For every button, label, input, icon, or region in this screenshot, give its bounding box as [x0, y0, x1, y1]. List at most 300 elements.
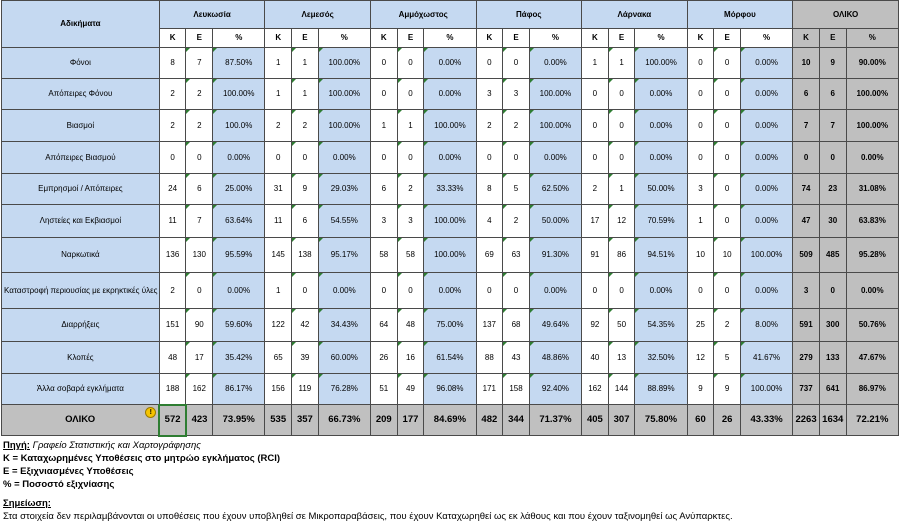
- registered-cell[interactable]: 0: [582, 110, 609, 142]
- solved-cell[interactable]: 133: [819, 342, 846, 374]
- registered-cell[interactable]: 25: [687, 309, 714, 342]
- solved-cell[interactable]: 3: [503, 79, 530, 110]
- registered-cell[interactable]: 64: [370, 309, 397, 342]
- solved-cell[interactable]: 0: [714, 110, 741, 142]
- registered-cell[interactable]: 3: [687, 174, 714, 205]
- percent-cell[interactable]: 90.00%: [846, 48, 898, 79]
- solved-cell[interactable]: 0: [819, 142, 846, 174]
- solved-cell[interactable]: 130: [186, 238, 213, 273]
- city-header-larnaca[interactable]: Λάρνακα: [582, 1, 688, 29]
- percent-cell[interactable]: 32.50%: [635, 342, 687, 374]
- registered-cell[interactable]: 48: [159, 342, 186, 374]
- solved-cell[interactable]: 0: [608, 142, 635, 174]
- solved-cell[interactable]: 0: [714, 79, 741, 110]
- registered-cell[interactable]: 0: [687, 142, 714, 174]
- total-percent-cell[interactable]: 72.21%: [846, 405, 898, 436]
- warning-icon[interactable]: !: [145, 407, 156, 418]
- registered-cell[interactable]: 8: [159, 48, 186, 79]
- registered-cell[interactable]: 0: [370, 273, 397, 309]
- percent-cell[interactable]: 0.00%: [318, 142, 370, 174]
- total-count-cell[interactable]: 344: [503, 405, 530, 436]
- percent-cell[interactable]: 76.28%: [318, 374, 370, 405]
- solved-cell[interactable]: 0: [714, 142, 741, 174]
- registered-cell[interactable]: 0: [687, 273, 714, 309]
- registered-cell[interactable]: 92: [582, 309, 609, 342]
- solved-cell[interactable]: 5: [503, 174, 530, 205]
- solved-cell[interactable]: 30: [819, 205, 846, 238]
- solved-cell[interactable]: 485: [819, 238, 846, 273]
- percent-cell[interactable]: 100.00%: [529, 110, 581, 142]
- solved-cell[interactable]: 1: [608, 174, 635, 205]
- percent-cell[interactable]: 0.00%: [741, 174, 793, 205]
- percent-cell[interactable]: 0.00%: [424, 273, 476, 309]
- total-label[interactable]: [2, 405, 160, 436]
- percent-cell[interactable]: 61.54%: [424, 342, 476, 374]
- total-count-cell[interactable]: 357: [292, 405, 319, 436]
- solved-cell[interactable]: 0: [608, 273, 635, 309]
- subheader-percent[interactable]: %: [741, 29, 793, 48]
- solved-cell[interactable]: 42: [292, 309, 319, 342]
- crime-label[interactable]: Κλοπές: [2, 342, 160, 374]
- crime-label[interactable]: Απόπειρες Βιασμού: [2, 142, 160, 174]
- solved-cell[interactable]: 9: [819, 48, 846, 79]
- percent-cell[interactable]: 0.00%: [213, 142, 265, 174]
- registered-cell[interactable]: 1: [582, 48, 609, 79]
- registered-cell[interactable]: 279: [793, 342, 820, 374]
- solved-cell[interactable]: 0: [608, 79, 635, 110]
- percent-cell[interactable]: 0.00%: [529, 48, 581, 79]
- registered-cell[interactable]: 145: [265, 238, 292, 273]
- registered-cell[interactable]: 0: [687, 79, 714, 110]
- percent-cell[interactable]: 95.59%: [213, 238, 265, 273]
- percent-cell[interactable]: 54.35%: [635, 309, 687, 342]
- solved-cell[interactable]: 2: [292, 110, 319, 142]
- percent-cell[interactable]: 100.00%: [741, 374, 793, 405]
- subheader-registered[interactable]: Κ: [370, 29, 397, 48]
- percent-cell[interactable]: 100.00%: [846, 79, 898, 110]
- percent-cell[interactable]: 0.00%: [529, 142, 581, 174]
- percent-cell[interactable]: 0.00%: [741, 142, 793, 174]
- solved-cell[interactable]: 1: [292, 79, 319, 110]
- solved-cell[interactable]: 49: [397, 374, 424, 405]
- solved-cell[interactable]: 2: [503, 110, 530, 142]
- percent-cell[interactable]: 0.00%: [741, 48, 793, 79]
- solved-cell[interactable]: 0: [503, 273, 530, 309]
- table-row: [2, 374, 899, 405]
- subheader-solved[interactable]: Ε: [608, 29, 635, 48]
- percent-cell[interactable]: 95.28%: [846, 238, 898, 273]
- solved-cell[interactable]: 1: [397, 110, 424, 142]
- registered-cell[interactable]: 1: [265, 48, 292, 79]
- selected-cell[interactable]: 572: [159, 405, 186, 436]
- percent-cell[interactable]: 49.64%: [529, 309, 581, 342]
- solved-cell[interactable]: 9: [292, 174, 319, 205]
- registered-cell[interactable]: 26: [370, 342, 397, 374]
- percent-cell[interactable]: 29.03%: [318, 174, 370, 205]
- percent-cell[interactable]: 95.17%: [318, 238, 370, 273]
- registered-cell[interactable]: 0: [476, 273, 503, 309]
- solved-cell[interactable]: 2: [714, 309, 741, 342]
- city-header-morphou[interactable]: Μόρφου: [687, 1, 793, 29]
- solved-cell[interactable]: 7: [819, 110, 846, 142]
- percent-cell[interactable]: 50.00%: [529, 205, 581, 238]
- registered-cell[interactable]: 3: [793, 273, 820, 309]
- solved-cell[interactable]: 0: [186, 142, 213, 174]
- percent-cell[interactable]: 59.60%: [213, 309, 265, 342]
- registered-cell[interactable]: 47: [793, 205, 820, 238]
- solved-cell[interactable]: 1: [292, 48, 319, 79]
- solved-cell[interactable]: 13: [608, 342, 635, 374]
- percent-cell[interactable]: 0.00%: [635, 273, 687, 309]
- percent-cell[interactable]: 0.00%: [529, 273, 581, 309]
- registered-cell[interactable]: 2: [476, 110, 503, 142]
- solved-cell[interactable]: 7: [186, 48, 213, 79]
- percent-cell[interactable]: 0.00%: [846, 273, 898, 309]
- percent-cell[interactable]: 63.64%: [213, 205, 265, 238]
- solved-cell[interactable]: 48: [397, 309, 424, 342]
- percent-cell[interactable]: 34.43%: [318, 309, 370, 342]
- registered-cell[interactable]: 2: [582, 174, 609, 205]
- percent-cell[interactable]: 0.00%: [424, 79, 476, 110]
- registered-cell[interactable]: 1: [687, 205, 714, 238]
- solved-cell[interactable]: 2: [186, 110, 213, 142]
- registered-cell[interactable]: 12: [687, 342, 714, 374]
- solved-cell[interactable]: 138: [292, 238, 319, 273]
- percent-cell[interactable]: 94.51%: [635, 238, 687, 273]
- total-percent-cell[interactable]: 84.69%: [424, 405, 476, 436]
- registered-cell[interactable]: 8: [476, 174, 503, 205]
- registered-cell[interactable]: 88: [476, 342, 503, 374]
- percent-cell[interactable]: 54.55%: [318, 205, 370, 238]
- registered-cell[interactable]: 0: [265, 142, 292, 174]
- percent-cell[interactable]: 92.40%: [529, 374, 581, 405]
- solved-cell[interactable]: 0: [714, 48, 741, 79]
- percent-cell[interactable]: 100.00%: [424, 205, 476, 238]
- solved-cell[interactable]: 2: [186, 79, 213, 110]
- percent-cell[interactable]: 0.00%: [635, 79, 687, 110]
- total-percent-cell[interactable]: 73.95%: [213, 405, 265, 436]
- city-header-limassol[interactable]: Λεμεσός: [265, 1, 371, 29]
- registered-cell[interactable]: 11: [159, 205, 186, 238]
- percent-cell[interactable]: 50.00%: [635, 174, 687, 205]
- registered-cell[interactable]: 3: [370, 205, 397, 238]
- subheader-percent[interactable]: %: [529, 29, 581, 48]
- percent-cell[interactable]: 0.00%: [741, 205, 793, 238]
- percent-cell[interactable]: 0.00%: [318, 273, 370, 309]
- solved-cell[interactable]: 43: [503, 342, 530, 374]
- registered-cell[interactable]: 171: [476, 374, 503, 405]
- total-count-cell[interactable]: 307: [608, 405, 635, 436]
- solved-cell[interactable]: 0: [714, 205, 741, 238]
- percent-cell[interactable]: 100.00%: [424, 238, 476, 273]
- total-percent-cell[interactable]: 71.37%: [529, 405, 581, 436]
- solved-cell[interactable]: 1: [608, 48, 635, 79]
- subheader-registered[interactable]: Κ: [159, 29, 186, 48]
- percent-cell[interactable]: 96.08%: [424, 374, 476, 405]
- registered-cell[interactable]: 591: [793, 309, 820, 342]
- crime-label[interactable]: Καταστροφή περιουσίας με εκρηκτικές ύλες: [2, 273, 160, 309]
- registered-cell[interactable]: 10: [793, 48, 820, 79]
- registered-cell[interactable]: 6: [793, 79, 820, 110]
- total-count-cell[interactable]: 60: [687, 405, 714, 436]
- crime-label[interactable]: Άλλα σοβαρά εγκλήματα: [2, 374, 160, 405]
- solved-cell[interactable]: 6: [819, 79, 846, 110]
- solved-cell[interactable]: 50: [608, 309, 635, 342]
- percent-cell[interactable]: 0.00%: [213, 273, 265, 309]
- percent-cell[interactable]: 86.17%: [213, 374, 265, 405]
- solved-cell[interactable]: 0: [292, 273, 319, 309]
- subheader-solved[interactable]: Ε: [292, 29, 319, 48]
- percent-cell[interactable]: 100.0%: [213, 110, 265, 142]
- registered-cell[interactable]: 3: [476, 79, 503, 110]
- city-header-famagusta[interactable]: Αμμόχωστος: [370, 1, 476, 29]
- registered-cell[interactable]: 136: [159, 238, 186, 273]
- percent-cell[interactable]: 75.00%: [424, 309, 476, 342]
- solved-cell[interactable]: 58: [397, 238, 424, 273]
- subheader-registered[interactable]: Κ: [476, 29, 503, 48]
- registered-cell[interactable]: 0: [582, 142, 609, 174]
- percent-cell[interactable]: 0.00%: [424, 48, 476, 79]
- solved-cell[interactable]: 0: [292, 142, 319, 174]
- solved-cell[interactable]: 0: [503, 142, 530, 174]
- registered-cell[interactable]: 0: [582, 79, 609, 110]
- registered-cell[interactable]: 40: [582, 342, 609, 374]
- registered-cell[interactable]: 509: [793, 238, 820, 273]
- total-percent-cell[interactable]: 66.73%: [318, 405, 370, 436]
- percent-cell[interactable]: 0.00%: [741, 79, 793, 110]
- registered-cell[interactable]: 1: [265, 79, 292, 110]
- registered-cell[interactable]: 137: [476, 309, 503, 342]
- percent-cell[interactable]: 0.00%: [635, 142, 687, 174]
- city-header-paphos[interactable]: Πάφος: [476, 1, 582, 29]
- solved-cell[interactable]: 0: [397, 48, 424, 79]
- solved-cell[interactable]: 162: [186, 374, 213, 405]
- legend-solved: Ε = Εξιχνιασμένες Υποθέσεις: [3, 465, 134, 477]
- solved-cell[interactable]: 9: [714, 374, 741, 405]
- subheader-percent[interactable]: %: [318, 29, 370, 48]
- percent-cell[interactable]: 87.50%: [213, 48, 265, 79]
- solved-cell[interactable]: 0: [608, 110, 635, 142]
- total-count-cell[interactable]: 1634: [819, 405, 846, 436]
- percent-cell[interactable]: 100.00%: [424, 110, 476, 142]
- percent-cell[interactable]: 100.00%: [635, 48, 687, 79]
- registered-cell[interactable]: 74: [793, 174, 820, 205]
- solved-cell[interactable]: 90: [186, 309, 213, 342]
- crime-label[interactable]: Ληστείες και Εκβιασμοί: [2, 205, 160, 238]
- subheader-solved[interactable]: Ε: [503, 29, 530, 48]
- total-count-cell[interactable]: 209: [370, 405, 397, 436]
- subheader-percent[interactable]: %: [846, 29, 898, 48]
- percent-cell[interactable]: 100.00%: [318, 79, 370, 110]
- solved-cell[interactable]: 68: [503, 309, 530, 342]
- percent-cell[interactable]: 100.00%: [529, 79, 581, 110]
- percent-cell[interactable]: 91.30%: [529, 238, 581, 273]
- registered-cell[interactable]: 6: [370, 174, 397, 205]
- crime-label[interactable]: Διαρρήξεις: [2, 309, 160, 342]
- registered-cell[interactable]: 0: [582, 273, 609, 309]
- solved-cell[interactable]: 0: [397, 79, 424, 110]
- solved-cell[interactable]: 12: [608, 205, 635, 238]
- registered-cell[interactable]: 51: [370, 374, 397, 405]
- registered-cell[interactable]: 7: [793, 110, 820, 142]
- registered-cell[interactable]: 0: [476, 48, 503, 79]
- percent-cell[interactable]: 0.00%: [741, 273, 793, 309]
- percent-cell[interactable]: 100.00%: [741, 238, 793, 273]
- solved-cell[interactable]: 86: [608, 238, 635, 273]
- registered-cell[interactable]: 0: [793, 142, 820, 174]
- registered-cell[interactable]: 0: [370, 48, 397, 79]
- percent-cell[interactable]: 33.33%: [424, 174, 476, 205]
- total-percent-cell[interactable]: 75.80%: [635, 405, 687, 436]
- registered-cell[interactable]: 2: [159, 110, 186, 142]
- solved-cell[interactable]: 0: [714, 174, 741, 205]
- city-header-nicosia[interactable]: Λευκωσία: [159, 1, 265, 29]
- solved-cell[interactable]: 23: [819, 174, 846, 205]
- registered-cell[interactable]: 1: [370, 110, 397, 142]
- percent-cell[interactable]: 0.00%: [424, 142, 476, 174]
- registered-cell[interactable]: 11: [265, 205, 292, 238]
- registered-cell[interactable]: 151: [159, 309, 186, 342]
- solved-cell[interactable]: 6: [186, 174, 213, 205]
- subheader-solved[interactable]: Ε: [186, 29, 213, 48]
- city-header-total[interactable]: ΟΛΙΚΟ: [793, 1, 899, 29]
- registered-cell[interactable]: 58: [370, 238, 397, 273]
- percent-cell[interactable]: 0.00%: [741, 110, 793, 142]
- registered-cell[interactable]: 17: [582, 205, 609, 238]
- registered-cell[interactable]: 188: [159, 374, 186, 405]
- percent-cell[interactable]: 50.76%: [846, 309, 898, 342]
- subheader-percent[interactable]: %: [424, 29, 476, 48]
- solved-cell[interactable]: 0: [397, 142, 424, 174]
- registered-cell[interactable]: 0: [476, 142, 503, 174]
- solved-cell[interactable]: 0: [397, 273, 424, 309]
- percent-cell[interactable]: 41.67%: [741, 342, 793, 374]
- total-count-cell[interactable]: 177: [397, 405, 424, 436]
- total-count-cell[interactable]: 26: [714, 405, 741, 436]
- registered-cell[interactable]: 0: [687, 48, 714, 79]
- percent-cell[interactable]: 25.00%: [213, 174, 265, 205]
- crime-label[interactable]: Ναρκωτικά: [2, 238, 160, 273]
- percent-cell[interactable]: 88.89%: [635, 374, 687, 405]
- solved-cell[interactable]: 5: [714, 342, 741, 374]
- crime-label[interactable]: Εμπρησμοί / Απόπειρες: [2, 174, 160, 205]
- registered-cell[interactable]: 69: [476, 238, 503, 273]
- percent-cell[interactable]: 35.42%: [213, 342, 265, 374]
- total-count-cell[interactable]: 535: [265, 405, 292, 436]
- total-count-cell[interactable]: 482: [476, 405, 503, 436]
- subheader-percent[interactable]: %: [635, 29, 687, 48]
- percent-cell[interactable]: 60.00%: [318, 342, 370, 374]
- percent-cell[interactable]: 48.86%: [529, 342, 581, 374]
- percent-cell[interactable]: 62.50%: [529, 174, 581, 205]
- solved-cell[interactable]: 0: [186, 273, 213, 309]
- percent-cell[interactable]: 8.00%: [741, 309, 793, 342]
- solved-cell[interactable]: 39: [292, 342, 319, 374]
- table-row: [2, 142, 899, 174]
- crime-label[interactable]: Απόπειρες Φόνου: [2, 79, 160, 110]
- solved-cell[interactable]: 144: [608, 374, 635, 405]
- percent-cell[interactable]: 100.00%: [213, 79, 265, 110]
- solved-cell[interactable]: 158: [503, 374, 530, 405]
- registered-cell[interactable]: 9: [687, 374, 714, 405]
- subheader-solved[interactable]: Ε: [819, 29, 846, 48]
- registered-cell[interactable]: 2: [159, 79, 186, 110]
- percent-cell[interactable]: 100.00%: [318, 110, 370, 142]
- percent-cell[interactable]: 31.08%: [846, 174, 898, 205]
- crimes-column-header[interactable]: Αδικήματα: [2, 1, 160, 48]
- solved-cell[interactable]: 10: [714, 238, 741, 273]
- percent-cell[interactable]: 100.00%: [318, 48, 370, 79]
- subheader-percent[interactable]: %: [213, 29, 265, 48]
- percent-cell[interactable]: 70.59%: [635, 205, 687, 238]
- total-count-cell[interactable]: 405: [582, 405, 609, 436]
- crime-label[interactable]: Βιασμοί: [2, 110, 160, 142]
- registered-cell[interactable]: 65: [265, 342, 292, 374]
- registered-cell[interactable]: 0: [370, 142, 397, 174]
- registered-cell[interactable]: 156: [265, 374, 292, 405]
- table-row: [2, 342, 899, 374]
- solved-cell[interactable]: 63: [503, 238, 530, 273]
- solved-cell[interactable]: 300: [819, 309, 846, 342]
- subheader-registered[interactable]: Κ: [793, 29, 820, 48]
- registered-cell[interactable]: 737: [793, 374, 820, 405]
- solved-cell[interactable]: 3: [397, 205, 424, 238]
- registered-cell[interactable]: 2: [159, 273, 186, 309]
- registered-cell[interactable]: 0: [370, 79, 397, 110]
- solved-cell[interactable]: 641: [819, 374, 846, 405]
- solved-cell[interactable]: 6: [292, 205, 319, 238]
- registered-cell[interactable]: 2: [265, 110, 292, 142]
- subheader-registered[interactable]: Κ: [582, 29, 609, 48]
- registered-cell[interactable]: 4: [476, 205, 503, 238]
- registered-cell[interactable]: 0: [687, 110, 714, 142]
- subheader-registered[interactable]: Κ: [265, 29, 292, 48]
- solved-cell[interactable]: 17: [186, 342, 213, 374]
- percent-cell[interactable]: 47.67%: [846, 342, 898, 374]
- crime-label[interactable]: Φόνοι: [2, 48, 160, 79]
- solved-cell[interactable]: 7: [186, 205, 213, 238]
- subheader-solved[interactable]: Ε: [397, 29, 424, 48]
- registered-cell[interactable]: 1: [265, 273, 292, 309]
- registered-cell[interactable]: 162: [582, 374, 609, 405]
- registered-cell[interactable]: 0: [159, 142, 186, 174]
- solved-cell[interactable]: 0: [503, 48, 530, 79]
- table-row: [2, 205, 899, 238]
- solved-cell[interactable]: 119: [292, 374, 319, 405]
- percent-cell[interactable]: 0.00%: [635, 110, 687, 142]
- solved-cell[interactable]: 2: [503, 205, 530, 238]
- subheader-registered[interactable]: Κ: [687, 29, 714, 48]
- total-count-cell[interactable]: 2263: [793, 405, 820, 436]
- percent-cell[interactable]: 86.97%: [846, 374, 898, 405]
- percent-cell[interactable]: 63.83%: [846, 205, 898, 238]
- percent-cell[interactable]: 100.00%: [846, 110, 898, 142]
- percent-cell[interactable]: 0.00%: [846, 142, 898, 174]
- solved-cell[interactable]: 0: [714, 273, 741, 309]
- solved-cell[interactable]: 2: [397, 174, 424, 205]
- total-percent-cell[interactable]: 43.33%: [741, 405, 793, 436]
- solved-cell[interactable]: 16: [397, 342, 424, 374]
- solved-cell[interactable]: 0: [819, 273, 846, 309]
- subheader-solved[interactable]: Ε: [714, 29, 741, 48]
- registered-cell[interactable]: 91: [582, 238, 609, 273]
- registered-cell[interactable]: 24: [159, 174, 186, 205]
- registered-cell[interactable]: 122: [265, 309, 292, 342]
- registered-cell[interactable]: 31: [265, 174, 292, 205]
- city-header-row: [2, 1, 899, 29]
- total-count-cell[interactable]: 423: [186, 405, 213, 436]
- registered-cell[interactable]: 10: [687, 238, 714, 273]
